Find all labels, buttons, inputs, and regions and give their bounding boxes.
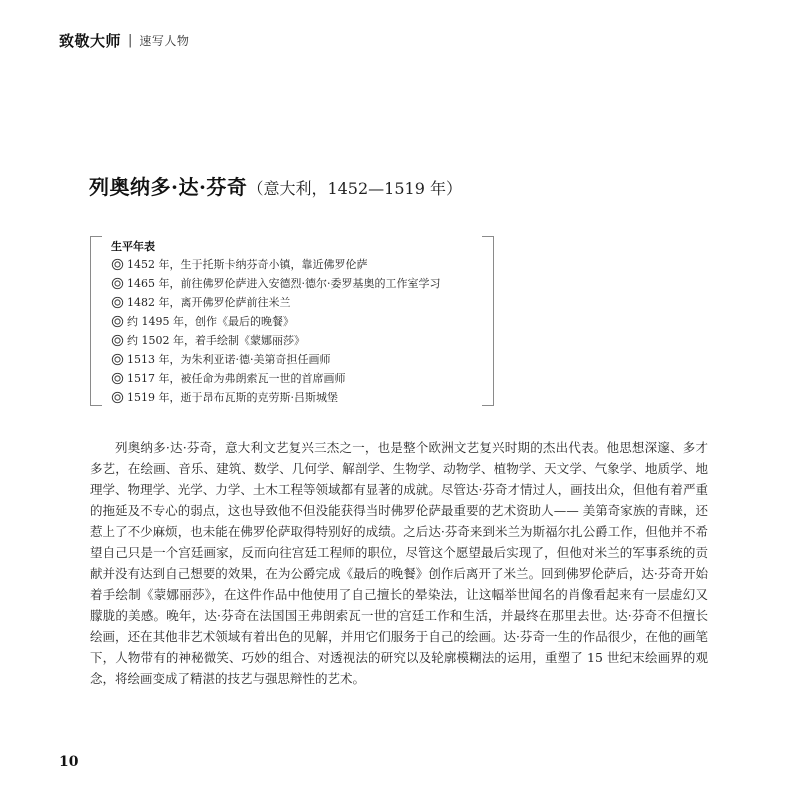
- double-circle-icon: [111, 334, 124, 347]
- timeline-item: [111, 388, 483, 407]
- double-circle-icon: [111, 315, 124, 328]
- timeline-item-text: 1452 年，生于托斯卡纳芬奇小镇，靠近佛罗伦萨: [127, 258, 368, 271]
- timeline-item: [111, 369, 483, 388]
- timeline-item-text: 1465 年，前往佛罗伦萨进入安德烈·德尔·委罗基奥的工作室学习: [127, 277, 441, 290]
- timeline-heading: 生平年表: [111, 240, 155, 253]
- timeline-item: [111, 255, 483, 274]
- chapter-title: [89, 164, 462, 202]
- artist-name: 列奥纳多·达·芬奇: [89, 175, 248, 199]
- page-number: 10: [59, 754, 79, 770]
- timeline-item: [111, 331, 483, 350]
- timeline-item-text: 1519 年，逝于昂布瓦斯的克劳斯·吕斯城堡: [127, 391, 338, 404]
- timeline-item-text: 1517 年，被任命为弗朗索瓦一世的首席画师: [127, 372, 346, 385]
- header-separator: |: [128, 33, 133, 48]
- running-header: [59, 30, 189, 51]
- section-title: 速写人物: [139, 34, 190, 48]
- timeline-box: [90, 236, 494, 406]
- timeline-right-bracket: [482, 236, 494, 406]
- double-circle-icon: [111, 258, 124, 271]
- timeline-item: [111, 312, 483, 331]
- biography-paragraph: 列奥纳多·达·芬奇，意大利文艺复兴三杰之一，也是整个欧洲文艺复兴时期的杰出代表。他思想深邃、多才多艺，在绘画、音乐、建筑、数学、几何学、解剖学、生物学、动物学、植物学、天文学、气象学、地质学、地理学、物理学、光学、力学、土木工程等领域都有显著的成就。尽管达·芬奇才情过人，画技出众，但他有着严重的拖延及不专心的弱点，这也导致他不但没能获得当时佛罗伦萨最重要的艺术资助人—— 美第奇家族的青睐，还惹上了不少麻烦，也未能在佛罗伦萨取得特别好的成绩。之后达·芬奇来到米兰为斯福尔扎公爵工作，但他并不希望自己只是一个宫廷画家，反而向往宫廷工程师的职位，尽管这个愿望最后实现了，但他对米兰的军事系统的贡献并没有达到自己想要的效果，在为公爵完成《最后的晚餐》创作后离开了米兰。回到佛罗伦萨后，达·芬奇开始着手绘制《蒙娜丽莎》，在这件作品中他使用了自己擅长的晕染法，让这幅举世闻名的肖像看起来有一层虚幻又朦胧的美感。晚年，达·芬奇在法国国王弗朗索瓦一世的宫廷工作和生活，并最终在那里去世。达·芬奇不但擅长绘画，还在其他非艺术领域有着出色的见解，并用它们服务于自己的绘画。达·芬奇一生的作品很少，在他的画笔下，人物带有的神秘微笑、巧妙的组合、对透视法的研究以及轮廓模糊法的运用，重塑了 15 世纪末绘画界的观念，将绘画变成了精湛的技艺与强思辩性的艺术。: [90, 440, 708, 686]
- artist-country-years: （意大利，1452—1519 年）: [247, 179, 462, 198]
- double-circle-icon: [111, 391, 124, 404]
- book-title: 致敬大师: [59, 32, 122, 50]
- timeline-left-bracket: [90, 236, 102, 406]
- timeline-item: [111, 350, 483, 369]
- timeline-item-text: 约 1502 年，着手绘制《蒙娜丽莎》: [127, 334, 305, 347]
- timeline-item: [111, 274, 483, 293]
- double-circle-icon: [111, 353, 124, 366]
- double-circle-icon: [111, 277, 124, 290]
- timeline-item: [111, 293, 483, 312]
- timeline-item-text: 1482 年，离开佛罗伦萨前往米兰: [127, 296, 291, 309]
- timeline-item-text: 1513 年，为朱利亚诺·德·美第奇担任画师: [127, 353, 331, 366]
- double-circle-icon: [111, 372, 124, 385]
- timeline-item-text: 约 1495 年，创作《最后的晚餐》: [127, 315, 294, 328]
- timeline-list: [111, 255, 483, 407]
- double-circle-icon: [111, 296, 124, 309]
